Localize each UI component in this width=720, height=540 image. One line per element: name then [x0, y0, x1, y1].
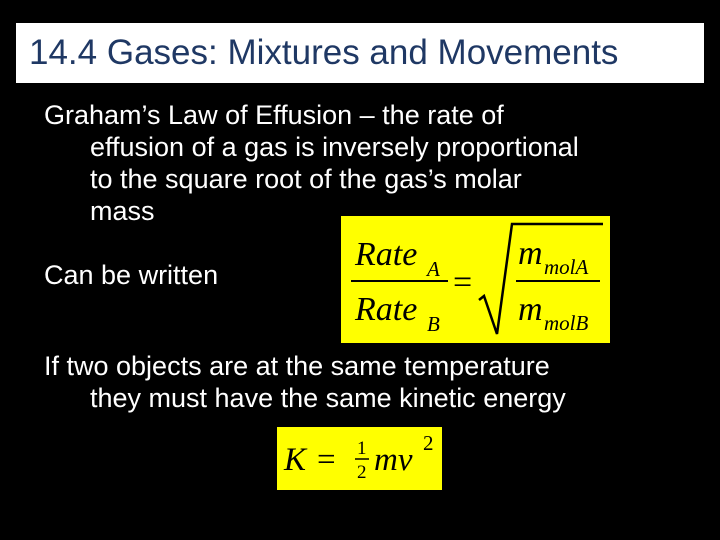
root-denominator-subscript: molB — [544, 311, 589, 335]
numerator-variable: Rate — [355, 236, 418, 273]
bullet-grahams-law — [44, 99, 704, 227]
velocity-exponent: 2 — [423, 431, 434, 455]
bullet-line: Can be written — [44, 260, 219, 290]
bullet-line: If two objects are at the same temperature — [44, 351, 550, 381]
root-numerator-variable: m — [518, 235, 543, 272]
kinetic-energy-equation — [277, 427, 442, 490]
bullet-line: effusion of a gas is inversely proportional — [90, 132, 579, 162]
denominator-subscript: B — [427, 312, 440, 336]
bullet-line: mass — [90, 196, 155, 226]
root-denominator-variable: m — [518, 291, 543, 328]
root-numerator-subscript: molA — [544, 255, 589, 279]
numerator-subscript: A — [427, 257, 440, 281]
slide-title: 14.4 Gases: Mixtures and Movements — [29, 33, 619, 72]
grahams-law-equation-graphic — [341, 216, 610, 343]
bullet-same-temperature — [44, 350, 704, 414]
equals-sign: = — [317, 442, 336, 478]
mass-velocity: mv — [374, 442, 413, 478]
equals-sign: = — [453, 264, 473, 301]
denominator-variable: Rate — [355, 291, 418, 328]
kinetic-energy-equation-graphic — [277, 427, 442, 490]
half-denominator: 2 — [357, 462, 367, 483]
bullet-line: they must have the same kinetic energy — [90, 383, 566, 413]
bullet-line: Graham’s Law of Effusion – the rate of — [44, 100, 504, 130]
title-bar — [16, 23, 704, 83]
half-numerator: 1 — [357, 438, 367, 459]
grahams-law-equation — [341, 216, 610, 343]
bullet-line: to the square root of the gas’s molar — [90, 164, 522, 194]
bullet-can-be-written — [44, 259, 218, 291]
kinetic-energy-symbol: K — [284, 442, 307, 478]
